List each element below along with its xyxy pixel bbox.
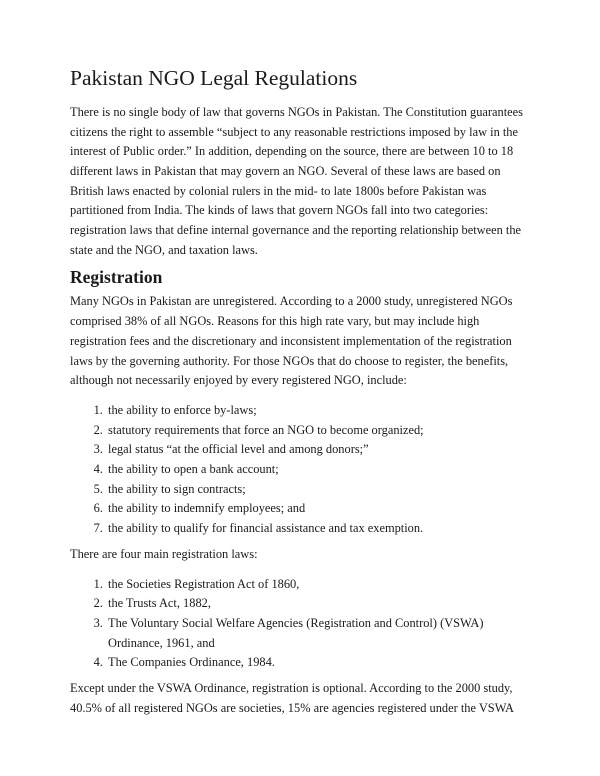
list-item: 3. legal status “at the official level and among donors;” xyxy=(106,440,532,460)
list-item: 4. the ability to open a bank account; xyxy=(106,460,532,480)
list-item: 7. the ability to qualify for financial assistance and tax exemption. xyxy=(106,519,532,539)
list-item: 5. the ability to sign contracts; xyxy=(106,480,532,500)
registration-laws-list xyxy=(70,575,532,674)
registration-heading: Registration xyxy=(70,267,163,288)
document-page xyxy=(70,66,532,718)
registration-laws-intro: There are four main registration laws: xyxy=(70,546,258,561)
list-item: 1. the Societies Registration Act of 1860, xyxy=(106,575,532,595)
intro-paragraph: There is no single body of law that governs NGOs in Pakistan. The Constitution guarantees citizens the right to assemble “subject to any reasonable restrictions imposed by law in the interest of Public order.” In addition, depending on the source, there are between 10 to 18 different laws in Pakistan that may govern an NGO. Several of these laws are based on British laws enacted by colonial rulers in the mid- to late 1800s before Pakistan was partitioned from India. The kinds of laws that govern NGOs fall into two categories: registration laws that define internal governance and the reporting relationship between the state and the NGO, and taxation laws. xyxy=(70,104,523,257)
list-item: 3. The Voluntary Social Welfare Agencies (Registration and Control) (VSWA) Ordinance, 1961, and xyxy=(106,614,532,653)
registration-paragraph: Many NGOs in Pakistan are unregistered. According to a 2000 study, unregistered NGOs comprised 38% of all NGOs. Reasons for this high rate vary, but may include high registration fees and the discretionary and inconsistent implementation of the registration laws by the governing authority. For those NGOs that do choose to register, the benefits, although not necessarily enjoyed by every registered NGO, include: xyxy=(70,294,513,388)
list-item: 4. The Companies Ordinance, 1984. xyxy=(106,653,532,673)
list-item: 2. statutory requirements that force an NGO to become organized; xyxy=(106,421,532,441)
list-item: 1. the ability to enforce by-laws; xyxy=(106,401,532,421)
list-item: 2. the Trusts Act, 1882, xyxy=(106,594,532,614)
benefits-list xyxy=(70,401,532,539)
page-title: Pakistan NGO Legal Regulations xyxy=(70,66,358,90)
list-item: 6. the ability to indemnify employees; and xyxy=(106,499,532,519)
registration-statistics-paragraph: Except under the VSWA Ordinance, registration is optional. According to the 2000 study, 40.5% of all registered NGOs are societies, 15% are agencies registered under the VSWA xyxy=(70,681,514,715)
